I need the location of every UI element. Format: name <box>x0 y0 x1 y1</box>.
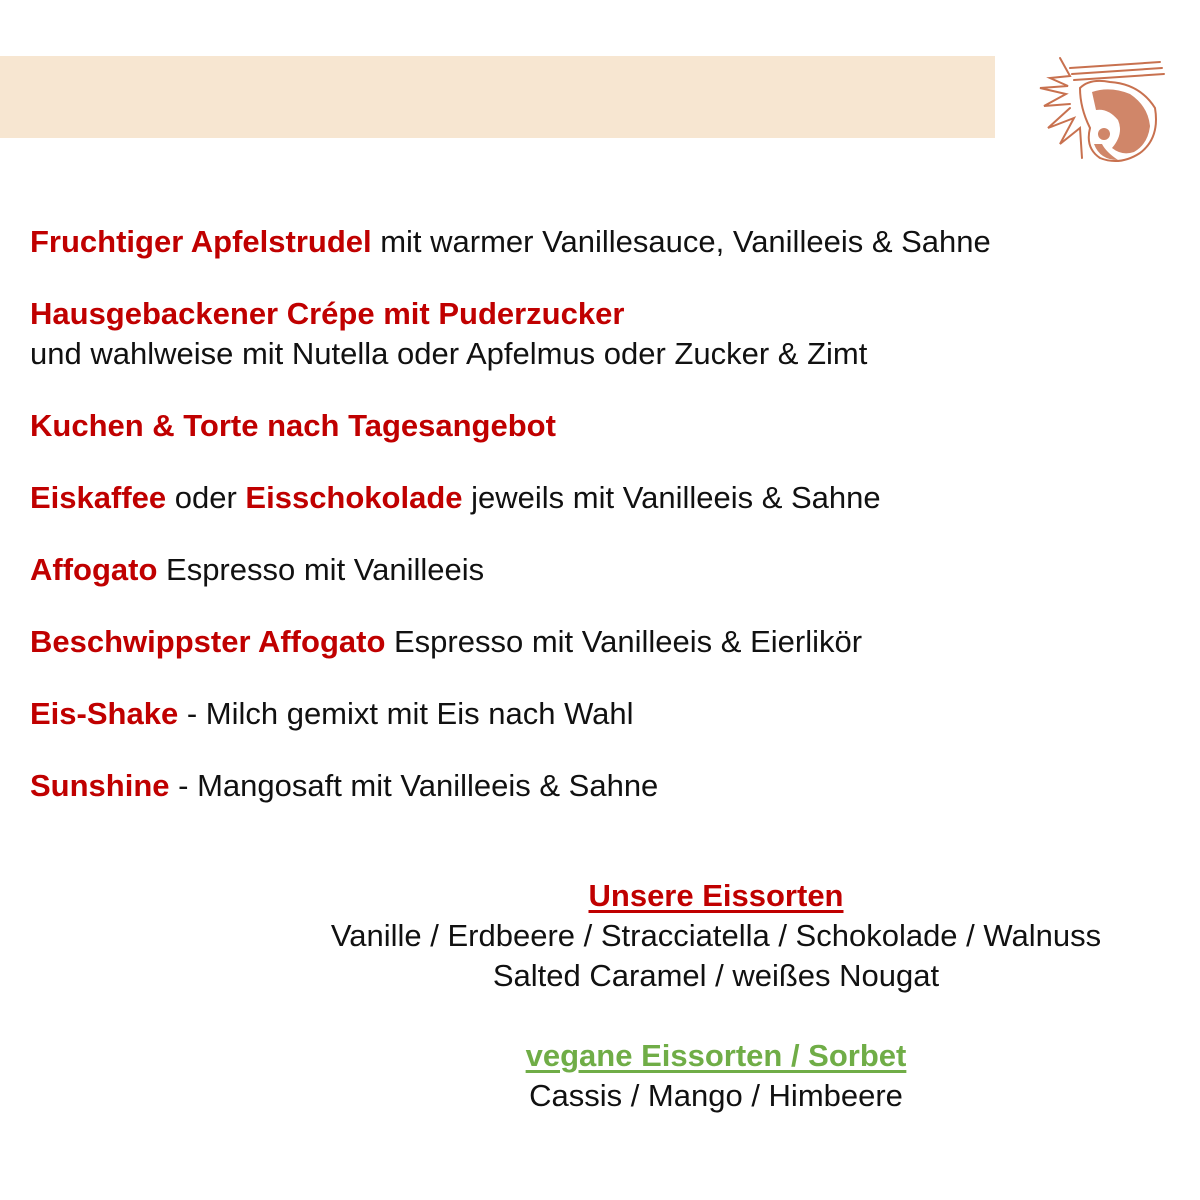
item-description: Espresso mit Vanilleeis <box>157 552 485 587</box>
menu-item-crepe <box>30 294 1160 374</box>
spacer <box>280 996 1152 1036</box>
item-description: mit warmer Vanillesauce, Vanilleeis & Sahne <box>371 224 991 259</box>
vegan-heading: vegane Eissorten / Sorbet <box>525 1038 907 1073</box>
flavors-line-1: Vanille / Erdbeere / Stracciatella / Schokolade / Walnuss <box>330 918 1102 953</box>
item-description: und wahlweise mit Nutella oder Apfelmus oder Zucker & Zimt <box>30 336 868 371</box>
menu-item-apfelstrudel <box>30 222 1160 262</box>
item-description: - Mangosaft mit Vanilleeis & Sahne <box>169 768 659 803</box>
vegan-line-1: Cassis / Mango / Himbeere <box>529 1078 903 1113</box>
item-title: Eiskaffee <box>30 480 167 515</box>
menu-item-eiskaffee <box>30 478 1160 518</box>
item-title: Fruchtiger Apfelstrudel <box>30 224 372 259</box>
item-description: Espresso mit Vanilleeis & Eierlikör <box>385 624 863 659</box>
item-title-2: Eisschokolade <box>245 480 463 515</box>
item-title: Affogato <box>30 552 158 587</box>
item-title: Sunshine <box>30 768 170 803</box>
item-title: Beschwippster Affogato <box>30 624 386 659</box>
item-title: Eis-Shake <box>30 696 179 731</box>
ice-cream-flavors <box>280 876 1152 1116</box>
flavors-heading: Unsere Eissorten <box>588 878 844 913</box>
flavors-line-2: Salted Caramel / weißes Nougat <box>492 958 940 993</box>
item-description: jeweils mit Vanilleeis & Sahne <box>462 480 881 515</box>
header-band <box>0 56 995 138</box>
item-connector: oder <box>166 480 246 515</box>
stylized-animal-logo-icon <box>1030 48 1170 178</box>
dessert-menu <box>30 222 1160 838</box>
item-title: Kuchen & Torte nach Tagesangebot <box>30 408 556 443</box>
menu-item-beschwippster-affogato <box>30 622 1160 662</box>
item-title: Hausgebackener Crépe mit Puderzucker <box>30 296 625 331</box>
menu-item-kuchen <box>30 406 1160 446</box>
item-description: - Milch gemixt mit Eis nach Wahl <box>178 696 634 731</box>
menu-item-affogato <box>30 550 1160 590</box>
menu-item-eis-shake <box>30 694 1160 734</box>
menu-item-sunshine <box>30 766 1160 806</box>
